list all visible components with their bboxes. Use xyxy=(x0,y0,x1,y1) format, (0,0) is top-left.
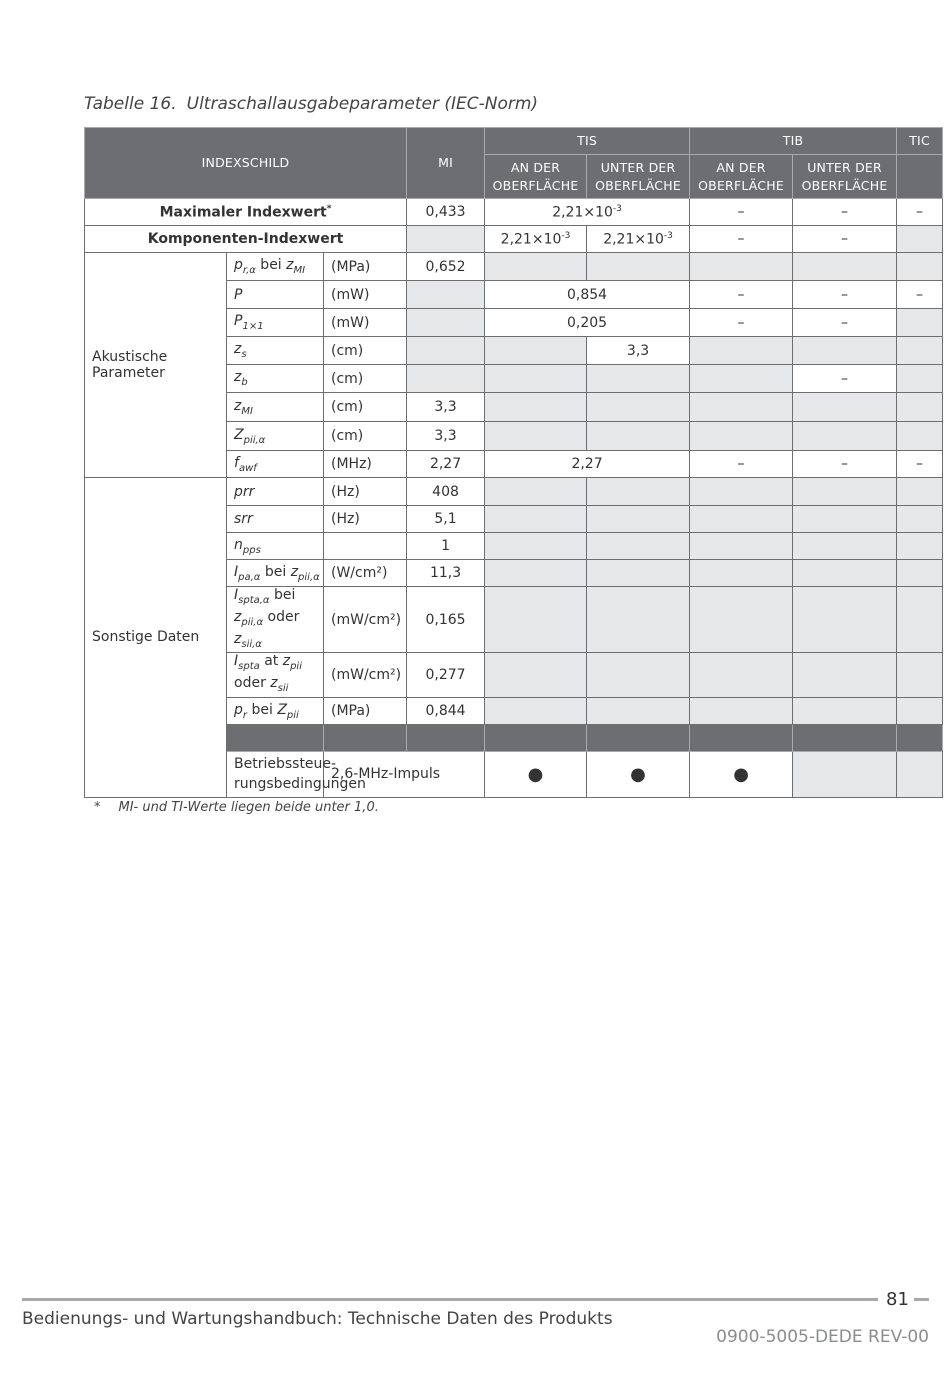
param-symbol: $I_{pa,\alpha}$ bei $z_{pii,\alpha}$ xyxy=(227,560,324,587)
param-symbol: $z_{MI}$ xyxy=(227,393,324,422)
cell-empty xyxy=(407,226,485,253)
param-unit: (mW) xyxy=(324,281,407,309)
param-unit: (MPa) xyxy=(324,697,407,724)
param-unit: (mW/cm²) xyxy=(324,653,407,698)
row-prr xyxy=(85,478,943,506)
param-tis-value: 0,854 xyxy=(485,281,690,309)
param-unit: (cm) xyxy=(324,337,407,365)
header-tis: TIS xyxy=(485,128,690,155)
param-unit: (mW/cm²) xyxy=(324,587,407,653)
param-unit: (Hz) xyxy=(324,506,407,533)
document-id: 0900-5005-DEDE REV-00 xyxy=(716,1327,929,1347)
param-unit: (W/cm²) xyxy=(324,560,407,587)
max-index-label: Maximaler Indexwert* xyxy=(85,199,407,226)
component-index-tis-an: $2,21\times 10^{-3}$ xyxy=(485,226,587,253)
header-tic: TIC xyxy=(897,128,943,155)
param-tib-unter: – xyxy=(793,365,897,393)
param-symbol: $I_{spta}$ at $z_{pii}$ oder $z_{sii}$ xyxy=(227,653,324,698)
param-symbol: $P_{1\times 1}$ xyxy=(227,309,324,337)
param-symbol: $p_r$ bei $Z_{pii}$ xyxy=(227,697,324,724)
param-unit: (cm) xyxy=(324,393,407,422)
caption-title: Ultraschallausgabeparameter (IEC-Norm) xyxy=(186,94,539,114)
footer-divider-end xyxy=(914,1298,929,1301)
param-tib-unter: – xyxy=(793,309,897,337)
param-tib-an: – xyxy=(690,309,793,337)
output-parameter-table xyxy=(84,127,943,798)
caption-number: Tabelle 16. xyxy=(84,94,177,114)
page-number: 81 xyxy=(886,1289,909,1310)
component-index-tis-unter: $2,21\times 10^{-3}$ xyxy=(587,226,690,253)
row-max-index xyxy=(85,199,943,226)
param-symbol: $I_{spta,\alpha}$ bei $z_{pii,\alpha}$ oder $z_{sii,\alpha}$ xyxy=(227,587,324,653)
max-index-mi: 0,433 xyxy=(407,199,485,226)
param-unit: (Hz) xyxy=(324,478,407,506)
param-tib-an: – xyxy=(690,451,793,478)
table-caption xyxy=(84,94,538,114)
param-tib-unter: – xyxy=(793,281,897,309)
max-index-tib-an: – xyxy=(690,199,793,226)
operating-mode: 2,6-MHz-Impuls xyxy=(324,751,485,797)
param-symbol: prr xyxy=(227,478,324,506)
header-tib: TIB xyxy=(690,128,897,155)
param-unit: (mW) xyxy=(324,309,407,337)
param-tib-unter: – xyxy=(793,451,897,478)
param-symbol: srr xyxy=(227,506,324,533)
param-unit xyxy=(324,533,407,560)
footer-divider xyxy=(22,1298,878,1301)
operating-conditions-label: Betriebssteue- rungsbedingungen xyxy=(227,751,324,797)
param-symbol: $Z_{pii,\alpha}$ xyxy=(227,422,324,451)
param-mi-value: 0,277 xyxy=(407,653,485,698)
param-tis-value: 2,27 xyxy=(485,451,690,478)
tis-unter-bullet: ● xyxy=(690,751,793,797)
max-index-tis: $2,21\times 10^{-3}$ xyxy=(485,199,690,226)
param-symbol: $p_{r,\alpha}$ bei $z_{MI}$ xyxy=(227,253,324,281)
component-index-label: Komponenten-Indexwert xyxy=(85,226,407,253)
component-index-tib-unter: – xyxy=(793,226,897,253)
param-unit: (MHz) xyxy=(324,451,407,478)
mi-bullet: ● xyxy=(485,751,587,797)
param-symbol: P xyxy=(227,281,324,309)
header-indexschild: INDEXSCHILD xyxy=(85,128,407,199)
param-mi-value: 5,1 xyxy=(407,506,485,533)
row-pra xyxy=(85,253,943,281)
header-row-1 xyxy=(85,128,943,155)
header-tis-an-der: AN DER OBERFLÄCHE xyxy=(485,155,587,199)
row-component-index xyxy=(85,226,943,253)
param-symbol: $z_s$ xyxy=(227,337,324,365)
component-index-tib-an: – xyxy=(690,226,793,253)
param-symbol: $n_{pps}$ xyxy=(227,533,324,560)
max-index-tic: – xyxy=(897,199,943,226)
table-footnote: * MI- und TI-Werte liegen beide unter 1,0. xyxy=(94,800,379,815)
param-tib-an: – xyxy=(690,281,793,309)
param-mi-value: 408 xyxy=(407,478,485,506)
param-mi-value: 0,165 xyxy=(407,587,485,653)
footer-title: Bedienungs- und Wartungshandbuch: Technische Daten des Produkts xyxy=(22,1309,613,1329)
param-tic: – xyxy=(897,281,943,309)
param-mi-value: 2,27 xyxy=(407,451,485,478)
param-tic: – xyxy=(897,451,943,478)
cell-empty xyxy=(897,226,943,253)
param-unit: (MPa) xyxy=(324,253,407,281)
header-tic-empty xyxy=(897,155,943,199)
tis-an-bullet: ● xyxy=(587,751,690,797)
max-index-tib-unter: – xyxy=(793,199,897,226)
param-mi-value: 11,3 xyxy=(407,560,485,587)
header-tib-an-der: AN DER OBERFLÄCHE xyxy=(690,155,793,199)
param-symbol: $z_b$ xyxy=(227,365,324,393)
param-mi-value: 1 xyxy=(407,533,485,560)
param-mi-value: 0,844 xyxy=(407,697,485,724)
param-unit: (cm) xyxy=(324,422,407,451)
header-mi: MI xyxy=(407,128,485,199)
other-data-label: Sonstige Daten xyxy=(85,478,227,798)
header-tib-unter-der: UNTER DER OBERFLÄCHE xyxy=(793,155,897,199)
acoustic-parameters-label: Akustische Parameter xyxy=(85,253,227,478)
param-tis-value: 0,205 xyxy=(485,309,690,337)
param-unit: (cm) xyxy=(324,365,407,393)
param-mi-value: 3,3 xyxy=(407,422,485,451)
param-symbol: $f_{awf}$ xyxy=(227,451,324,478)
header-tis-unter-der: UNTER DER OBERFLÄCHE xyxy=(587,155,690,199)
param-tis-unter-value: 3,3 xyxy=(587,337,690,365)
param-mi-value: 3,3 xyxy=(407,393,485,422)
param-mi-value: 0,652 xyxy=(407,253,485,281)
